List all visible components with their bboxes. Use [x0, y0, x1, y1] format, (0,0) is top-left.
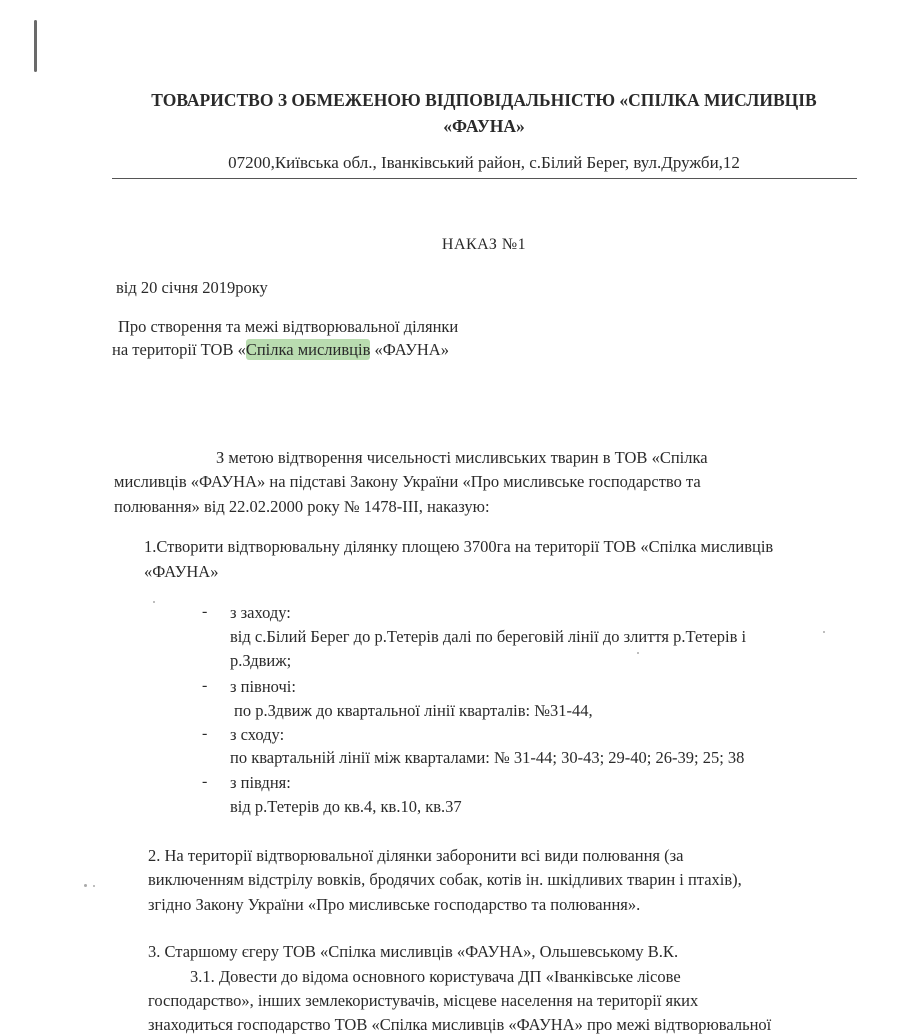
company-address: 07200,Київська обл., Іванківський район, с.Білий Берег, вул.Дружби,12 — [228, 153, 740, 172]
bound-north-label: з півночі: — [230, 677, 296, 696]
bound-dash: - — [202, 725, 208, 742]
item3-sub1-line2: господарство», інших землекористувачів, місцеве населення на території яких — [148, 991, 699, 1010]
scan-speck — [637, 652, 639, 654]
bound-dash: - — [202, 677, 208, 694]
bound-west-line2: р.Здвиж; — [230, 651, 292, 670]
preamble-line1: З метою відтворення чисельності мисливських тварин в ТОВ «Спілка — [216, 448, 708, 467]
bound-north-line1: по р.Здвиж до квартальної лінії кварталів: №31-44, — [234, 701, 593, 720]
preamble-line2: мисливців «ФАУНА» на підставі Закону України «Про мисливське господарство та — [114, 472, 701, 491]
scan-speck — [93, 885, 95, 887]
scan-speck — [823, 631, 825, 633]
scan-edge-mark — [34, 20, 37, 72]
order-subject-line2 — [112, 340, 449, 360]
item2-line1: 2. На території відтворювальної ділянки заборонити всі види полювання (за — [148, 846, 684, 865]
subject-prefix: на території ТОВ « — [112, 340, 246, 359]
company-name-line2: «ФАУНА» — [443, 116, 525, 136]
order-date: від 20 січня 2019року — [116, 278, 268, 297]
item1-line1: 1.Створити відтворювальну ділянку площею 3700га на території ТОВ «Спілка мисливців — [144, 537, 774, 556]
header-divider — [112, 178, 857, 179]
item1-line2: «ФАУНА» — [144, 562, 219, 581]
company-name-line1: ТОВАРИСТВО З ОБМЕЖЕНОЮ ВІДПОВІДАЛЬНІСТЮ «СПІЛКА МИСЛИВЦІВ — [151, 90, 817, 110]
bound-west-line1: від с.Білий Берег до р.Тетерів далі по береговій лінії до злиття р.Тетерів і — [230, 627, 747, 646]
bound-west-label: з заходу: — [230, 603, 291, 622]
item3-sub1-line3: знаходиться господарство ТОВ «Спілка мисливців «ФАУНА» про межі відтворювальної — [148, 1015, 772, 1034]
item3-sub1-line1: 3.1. Довести до відома основного користувача ДП «Іванківське лісове — [190, 967, 681, 986]
bound-east-label: з сходу: — [230, 725, 285, 744]
order-subject-line1: Про створення та межі відтворювальної ділянки — [118, 317, 459, 336]
highlighted-text[interactable]: Спілка мисливців — [245, 340, 371, 359]
scan-speck — [84, 884, 87, 887]
bound-dash: - — [202, 603, 208, 620]
order-title: НАКАЗ №1 — [441, 236, 527, 253]
bound-south-label: з півдня: — [230, 773, 291, 792]
bound-east-line1: по квартальній лінії між кварталами: № 31-44; 30-43; 29-40; 26-39; 25; 38 — [230, 748, 745, 767]
item3-line1: 3. Старшому єгеру ТОВ «Спілка мисливців «ФАУНА», Ольшевському В.К. — [148, 942, 679, 961]
scan-speck — [153, 601, 155, 603]
item2-line3: згідно Закону України «Про мисливське господарство та полювання». — [148, 895, 641, 914]
bound-dash: - — [202, 773, 208, 790]
preamble-line3: полювання» від 22.02.2000 року № 1478-ІІІ, наказую: — [114, 497, 490, 516]
subject-suffix: «ФАУНА» — [370, 340, 449, 359]
item2-line2: виключенням відстрілу вовків, бродячих собак, котів ін. шкідливих тварин і птахів), — [148, 870, 742, 889]
bound-south-line1: від р.Тетерів до кв.4, кв.10, кв.37 — [230, 797, 462, 816]
